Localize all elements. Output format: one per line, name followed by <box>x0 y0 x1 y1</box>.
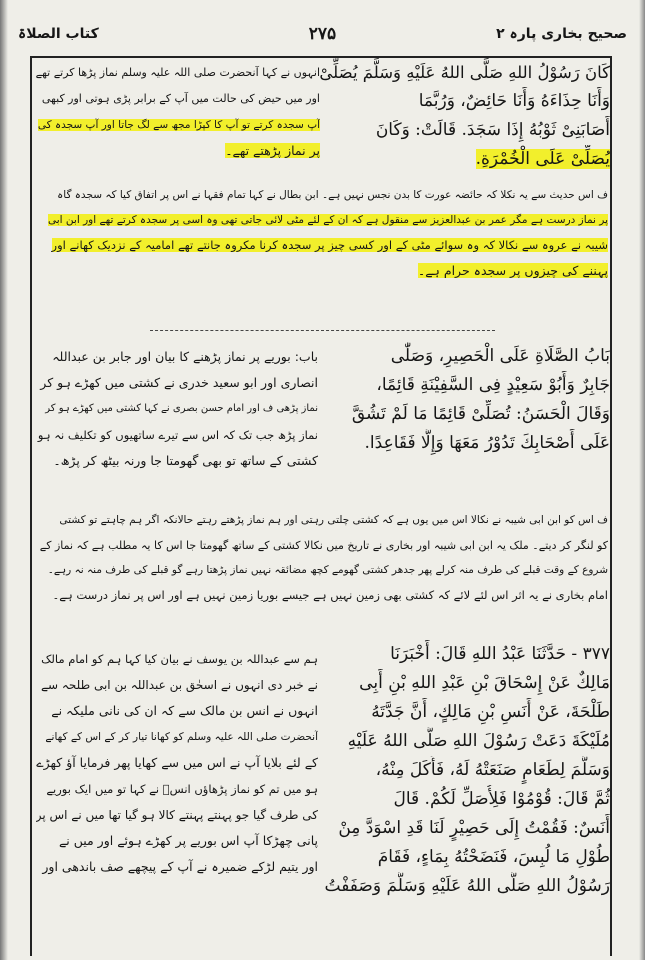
urdu-line: انہوں نے انس بن مالک سے کہ ان کی نانی ملیکہ نے <box>51 703 318 718</box>
note-line <box>36 258 608 283</box>
urdu-line: آنحضرت صلی اللہ علیہ وسلم کو کھانا تیار کر کے اس کے کھانے <box>45 731 318 743</box>
note-line: کو لنگر کر دیتے۔ ملک یہ ابن ابی شیبہ اور بخاری نے تاریخ میں نکالا کشتی کے ساتھ گھومتا جا اس کا یہ مطلب ہے کہ نماز کے <box>39 539 608 552</box>
arabic-line: أَصَابَنِىْ ثَوْبُهُ إِذَا سَجَدَ. قَالَتْ: وَكَانَ <box>375 120 610 140</box>
page-edge-shadow-right <box>639 0 645 960</box>
urdu-line: ہم سے عبداللہ بن یوسف نے بیان کیا کہا ہم کو امام مالک <box>41 652 318 666</box>
highlighted-text: شیبہ نے عروہ سے نکالا کہ وہ سوائے مٹی کے اور کسی چیز پر سجدہ کرنا مکروہ جانتے تھے امامیہ کے نزدیک کھانے اور <box>51 238 608 252</box>
arabic-line: وَقَالَ الْحَسَنُ: تُصَلِّىْ قَائِمًا مَا لَمْ تَشُقَّ <box>351 404 610 424</box>
urdu-line: نے خبر دی انہوں نے اسحٰق بن عبداللہ بن ابی طلحہ سے <box>40 678 318 692</box>
urdu-line: انہوں نے کہا آنحضرت صلی اللہ علیہ وسلم نماز پڑھا کرتے تھے <box>35 66 320 79</box>
highlighted-text: پر نماز پڑھتے تھے۔ <box>225 143 320 158</box>
hadith-377-arabic <box>318 640 610 901</box>
arabic-line: جَابِرٌ وَأَبُوْ سَعِيْدٍ فِى السَّفِيْنَةِ قَائِمًا، <box>376 375 610 395</box>
arabic-line: مَالِكٌ عَنْ إِسْحَاقَ بْنِ عَبْدِ اللهِ بْنِ أَبِى <box>359 673 610 693</box>
arabic-line: ٣٧٧ - حَدَّثَنَا عَبْدُ اللهِ قَالَ: أَخْبَرَنَا <box>390 644 610 664</box>
arabic-line: طُوْلِ مَا لُبِسَ، فَنَضَحْتُهُ بِمَاءٍ، فَقَامَ <box>377 847 610 867</box>
arabic-line: وَأَنَا حِذَاءَهُ وَأَنَا حَائِضٌ، وَرُبَّمَا <box>418 91 610 111</box>
hadith-top-arabic <box>318 58 610 174</box>
urdu-line: پانی چھڑکا آپ اس بوریے پر کھڑے ہوئے اور میں نے <box>58 833 318 848</box>
urdu-line: نماز پڑھی ف اور امام حسن بصری نے کہا کشتی میں کھڑے ہو کر <box>45 403 318 414</box>
page-header <box>12 14 633 54</box>
bab-arabic <box>318 342 610 458</box>
arabic-line: عَلَى أَصْحَابِكَ تَدُوْرُ مَعَهَا وَإِلَّا فَقَاعِدًا. <box>364 433 610 453</box>
urdu-line: اور میں حیض کی حالت میں آپ کے برابر پڑی ہوتی اور کبھی <box>41 92 320 105</box>
note-line: ف اس کو ابن ابی شیبہ نے نکالا اس میں یوں ہے کہ کشتی چلتی رہتی اور ہم نماز پڑھتے رہتے حالانکہ اگر ہم چاہتے تو کشتی <box>59 514 608 526</box>
urdu-line: باب: بوریے پر نماز پڑھنے کا بیان اور جابر بن عبداللہ <box>52 349 318 364</box>
highlighted-text: پہننے کی چیزوں پر سجدہ حرام ہے۔ <box>417 263 608 278</box>
urdu-line: اور یتیم لڑکے ضمیرہ نے آپ کے پیچھے صف باندھی اور <box>42 859 318 874</box>
arabic-line: بَابُ الصَّلَاةِ عَلَى الْحَصِيرِ، وَصَلّٰى <box>390 346 610 366</box>
note-text: ف اس حدیث سے یہ نکلا کہ حائضہ عورت کا بدن نجس نہیں ہے۔ ابن بطال نے کہا تمام فقہا نے اس پر اتفاق کیا کہ سجدہ گاہ <box>57 189 608 201</box>
arabic-line: طَلْحَةَ، عَنْ أَنَسِ بْنِ مَالِكٍ، أَنَّ جَدَّتَهُ <box>371 702 610 722</box>
urdu-line: انصاری اور ابو سعید خدری نے کشتی میں کھڑے ہو کر <box>40 375 318 390</box>
note-line <box>36 233 608 258</box>
urdu-line: ہو میں تم کو نماز پڑھاؤں انسؓ نے کہا تو میں ایک بوریے <box>46 782 318 796</box>
urdu-line: نماز پڑھ جب تک کہ اس سے تیرے ساتھیوں کو تکلیف نہ ہو <box>37 428 318 442</box>
arabic-line: ثُمَّ قَالَ: قُوْمُوْا فَلِأُصَلِّ لَكُمْ. قَالَ <box>393 789 610 809</box>
highlighted-text: يُصَلِّىْ عَلَى الْخُمْرَةِ. <box>475 149 610 169</box>
note-line: امام بخاری نے یہ اثر اس لئے لائے کہ کشتی بھی زمین نہیں ہے جیسے بوریا زمین نہیں ہے اور اس پر نماز درست ہے۔ <box>52 588 608 602</box>
arabic-line: رَسُوْلُ اللهِ صَلَّى اللهُ عَلَيْهِ وَسَلَّمَ وَصَفَفْتُ <box>324 876 610 896</box>
bab-note <box>36 508 608 608</box>
urdu-line <box>34 138 320 164</box>
arabic-line: وَسَلَّمَ لِطَعَامٍ صَنَعَتْهُ لَهُ، فَأَكَلَ مِنْهُ، <box>375 760 610 780</box>
arabic-line: كَانَ رَسُوْلُ اللهِ صَلَّى اللهُ عَلَيْهِ وَسَلَّمَ يُصَلِّىْ <box>319 63 610 82</box>
highlighted-text: پر نماز درست ہے مگر عمر بن عبدالعزیز سے منقول ہے کہ ان کے لئے مٹی لائی جاتی تھی وہ اسی پر سجدہ کرتے تھے اور ابن ابی <box>47 214 608 226</box>
urdu-line: کشتی کے ساتھ تو بھی گھومتا جا ورنہ بیٹھ کر پڑھ۔ <box>53 453 318 468</box>
header-page-number: ۲۷۵ <box>308 24 337 44</box>
arabic-line <box>318 145 610 174</box>
urdu-line: کی طرف گیا جو پہنتے پہنتے کالا ہو گیا تھا میں نے اس پر <box>36 808 318 822</box>
urdu-line <box>34 112 320 138</box>
arabic-line: أَنَسٌ: فَقُمْتُ إِلَى حَصِيْرٍ لَنَا قَدِ اسْوَدَّ مِنْ <box>338 818 610 838</box>
section-separator <box>150 330 495 331</box>
highlighted-text: آپ سجدہ کرتے تو آپ کا کپڑا مجھ سے لگ جاتا اور آپ سجدہ کی <box>37 119 320 131</box>
header-chapter-title: کتاب الصلاۃ <box>18 26 99 42</box>
hadith-top-urdu <box>34 60 320 164</box>
note-line <box>36 183 608 208</box>
arabic-line: مُلَيْكَةَ دَعَتْ رَسُوْلَ اللهِ صَلَّى اللهُ عَلَيْهِ <box>347 731 610 751</box>
urdu-line: کے لئے بلایا آپ نے اس میں سے کھایا پھر فرمایا آؤ کھڑے <box>36 755 318 770</box>
hadith-377-urdu <box>36 646 318 880</box>
note-line <box>36 208 608 233</box>
bab-urdu <box>36 344 318 474</box>
note-line: شروع کے وقت قبلے کی طرف منہ کرلے پھر جدھر کشتی گھومے کچھ مضائقہ نہیں نماز پڑھتا رہے گو قبلے کی طرف منہ نہ رہے۔ <box>47 564 608 576</box>
page-edge-shadow-left <box>0 0 8 960</box>
header-book-title: صحیح بخاری پارہ ۲ <box>496 26 627 42</box>
hadith-top-note <box>36 183 608 283</box>
